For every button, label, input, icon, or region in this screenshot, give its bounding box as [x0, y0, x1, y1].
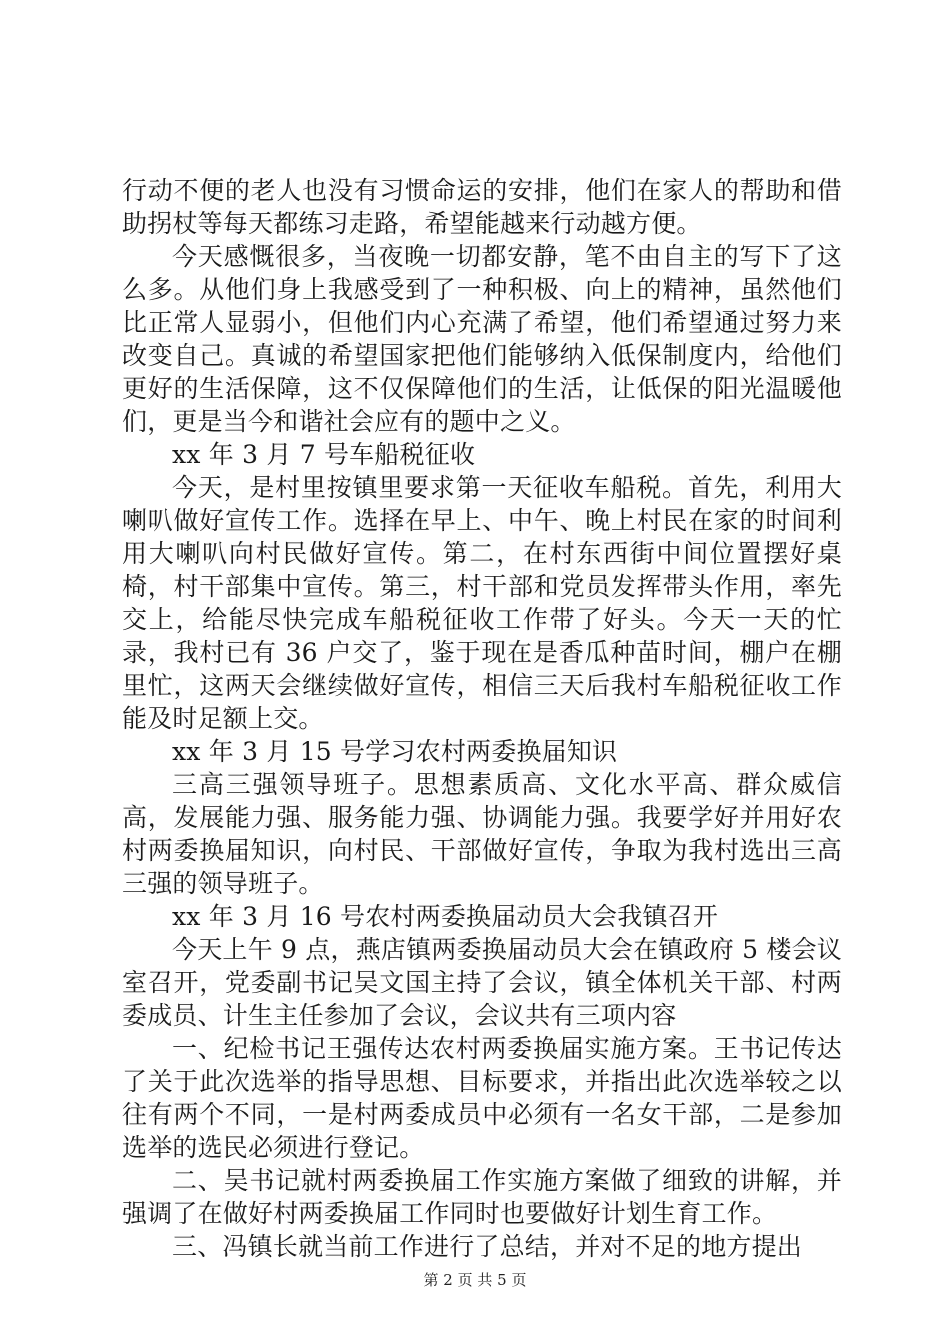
entry-heading-mar15: xx 年 3 月 15 号学习农村两委换届知识	[172, 737, 618, 766]
paragraph-2: 今天感慨很多，当夜晚一切都安静，笔不由自主的写下了这么多。从他们身上我感受到了一种积极、向上的精神，虽然他们比正常人显弱小，但他们内心充满了希望，他们希望通过努力来改变自己。真诚的希望国家把他们能够纳入低保制度内，给他们更好的生活保障，这不仅保障他们的生活，让低保的阳光温暖他们，更是当今和谐社会应有的题中之义。	[122, 242, 842, 436]
paragraph-4: 三高三强领导班子。思想素质高、文化水平高、群众威信高，发展能力强、服务能力强、协调能力强。我要学好并用好农村两委换届知识，向村民、干部做好宣传，争取为我村选出三高三强的领导班子。	[122, 770, 842, 898]
document-body	[122, 174, 842, 1263]
page-number-footer: 第 2 页 共 5 页	[423, 1271, 527, 1289]
paragraph-8: 三、冯镇长就当前工作进行了总结，并对不足的地方提出	[172, 1232, 803, 1261]
paragraph-1: 行动不便的老人也没有习惯命运的安排，他们在家人的帮助和借助拐杖等每天都练习走路，希望能越来行动越方便。	[122, 176, 842, 238]
paragraph-7: 二、吴书记就村两委换届工作实施方案做了细致的讲解，并强调了在做好村两委换届工作同时也要做好计划生育工作。	[122, 1166, 842, 1228]
paragraph-3: 今天，是村里按镇里要求第一天征收车船税。首先，利用大喇叭做好宣传工作。选择在早上、中午、晚上村民在家的时间利用大喇叭向村民做好宣传。第二，在村东西街中间位置摆好桌椅，村干部集中宣传。第三，村干部和党员发挥带头作用，率先交上，给能尽快完成车船税征收工作带了好头。今天一天的忙录，我村已有 36 户交了，鉴于现在是香瓜种苗时间，棚户在棚里忙，这两天会继续做好宣传，相信三天后我村车船税征收工作能及时足额上交。	[122, 473, 842, 733]
entry-heading-mar16: xx 年 3 月 16 号农村两委换届动员大会我镇召开	[172, 902, 719, 931]
entry-heading-mar7: xx 年 3 月 7 号车船税征收	[172, 440, 476, 469]
paragraph-6: 一、纪检书记王强传达农村两委换届实施方案。王书记传达了关于此次选举的指导思想、目标要求，并指出此次选举较之以往有两个不同，一是村两委成员中必须有一名女干部，二是参加选举的选民必须进行登记。	[122, 1034, 842, 1162]
paragraph-5: 今天上午 9 点，燕店镇两委换届动员大会在镇政府 5 楼会议室召开，党委副书记吴文国主持了会议，镇全体机关干部、村两委成员、计生主任参加了会议，会议共有三项内容	[122, 935, 842, 1030]
